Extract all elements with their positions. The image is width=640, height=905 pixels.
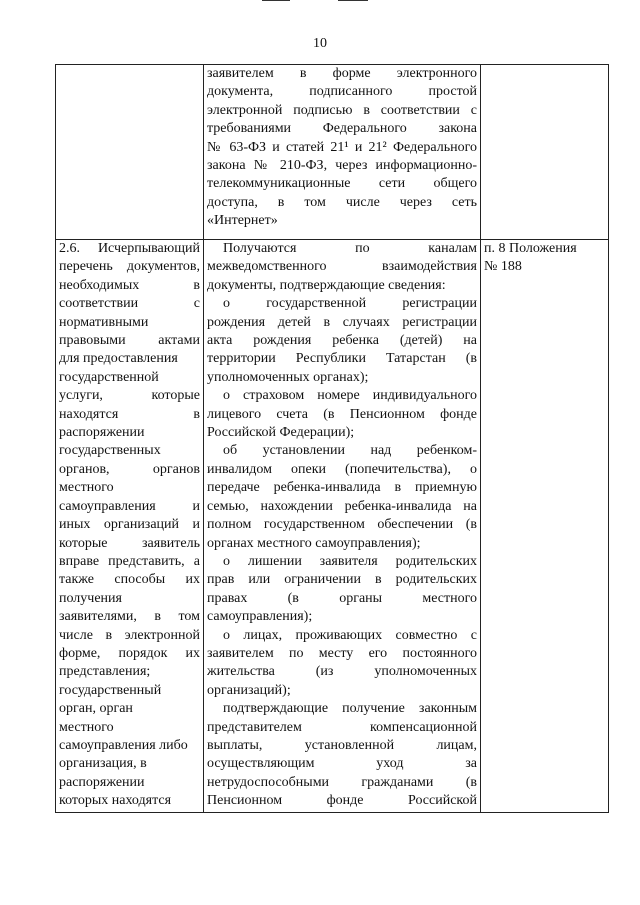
text-line: заявителем по месту его постоянного — [207, 645, 477, 661]
text-line: требованиями Федерального закона — [207, 121, 477, 137]
page-number: 10 — [313, 36, 327, 51]
text-line: Пенсионном фонде Российской — [207, 793, 477, 809]
text-line: необходимых в — [59, 277, 200, 293]
text-line: межведомственного взаимодействия — [207, 259, 477, 275]
cell-content — [204, 240, 481, 813]
text-line: территории Республики Татарстан (в — [207, 351, 477, 367]
text-line: которые заявитель — [59, 535, 200, 551]
cell-content — [204, 65, 481, 240]
text-line: о страховом номере индивидуального — [223, 388, 477, 404]
cell-service-standard — [56, 65, 204, 240]
text-line: семью, нахождении ребенка-инвалида на — [207, 498, 477, 514]
text-line: правах (в органы местного — [207, 590, 477, 606]
text-line: заявителем в форме электронного — [207, 66, 477, 81]
text-line: правовыми актами — [59, 333, 200, 349]
cell-legal-basis — [481, 65, 609, 240]
text-line: рождения детей в случаях регистрации — [207, 314, 477, 330]
text-line: п. 8 Положения — [484, 241, 577, 256]
text-line: органов, органов — [59, 461, 200, 477]
text-line: подтверждающие получение законным — [223, 701, 477, 717]
text-line: организаций); — [207, 682, 291, 698]
text-line: получения — [59, 590, 122, 606]
cell-service-standard — [56, 240, 204, 813]
document-table — [55, 64, 609, 813]
text-line: государственных — [59, 443, 161, 459]
text-line: документы, подтверждающие сведения: — [207, 277, 446, 293]
text-line: о государственной регистрации — [223, 296, 477, 312]
text-line: соответствии с — [59, 296, 200, 312]
text-line: также способы их — [59, 572, 200, 588]
text-line: № 63-ФЗ и статей 21¹ и 21² Федерального — [207, 139, 477, 155]
text-line: распоряжении — [59, 774, 145, 790]
text-line: инвалидом опеки (попечительства), о — [207, 461, 477, 477]
text-line: о лицах, проживающих совместно с — [223, 627, 477, 643]
cell-legal-basis — [481, 240, 609, 813]
text-line: закона № 210-ФЗ, через информационно- — [207, 158, 477, 174]
scan-mark-left — [262, 0, 290, 1]
text-line: вправе представить, а — [59, 553, 200, 569]
text-line: Российской Федерации); — [207, 425, 355, 441]
text-line: доступа, в том числе через сеть — [207, 194, 477, 210]
text-line: осуществляющим уход за — [207, 756, 477, 772]
text-line: телекоммуникационные сети общего — [207, 176, 477, 192]
text-line: об установлении над ребенком- — [223, 443, 477, 459]
text-line: 2.6. Исчерпывающий — [59, 241, 200, 256]
text-line: представления; — [59, 664, 151, 680]
text-line: прав или ограничении в родительских — [207, 572, 477, 588]
text-line: полном государственном обеспечении (в — [207, 517, 477, 533]
text-line: самоуправления либо — [59, 737, 188, 753]
text-line: местного — [59, 719, 114, 735]
text-line: для предоставления — [59, 351, 178, 367]
text-line: самоуправления); — [207, 609, 313, 625]
scan-mark-right — [338, 0, 368, 1]
text-line: перечень документов, — [59, 259, 200, 275]
text-line: акта рождения ребенка (детей) на — [207, 333, 477, 349]
text-line: представителем компенсационной — [207, 719, 477, 735]
text-line: распоряжении — [59, 425, 145, 441]
text-line: услуги, которые — [59, 388, 200, 404]
text-line: лицевого счета (в Пенсионном фонде — [207, 406, 477, 422]
text-line: иных организаций и — [59, 517, 200, 533]
table-row — [56, 240, 609, 813]
text-line: орган, орган — [59, 701, 133, 717]
text-line: выплаты, установленной лицам, — [207, 737, 477, 753]
text-line: местного — [59, 480, 114, 496]
text-line: находятся в — [59, 406, 200, 422]
text-line: электронной подписью в соответствии с — [207, 102, 477, 118]
text-line: передаче ребенка-инвалида в приемную — [207, 480, 477, 496]
text-line: документа, подписанного простой — [207, 84, 477, 100]
text-line: № 188 — [484, 259, 522, 275]
text-line: жительства (из уполномоченных — [207, 664, 477, 680]
text-line: которых находятся — [59, 793, 172, 809]
text-line: «Интернет» — [207, 213, 278, 229]
text-line: заявителями, в том — [59, 609, 200, 625]
text-line: форме, порядок их — [59, 645, 200, 661]
text-line: уполномоченных органах); — [207, 369, 369, 385]
text-line: государственный — [59, 682, 162, 698]
text-line: организация, в — [59, 756, 147, 772]
text-line: органах местного самоуправления); — [207, 535, 421, 551]
text-line: нетрудоспособными гражданами (в — [207, 774, 477, 790]
text-line: числе в электронной — [59, 627, 200, 643]
text-line: государственной — [59, 369, 159, 385]
text-line: о лишении заявителя родительских — [223, 553, 477, 569]
text-line: самоуправления и — [59, 498, 200, 514]
text-line: Получаются по каналам — [223, 241, 477, 256]
text-line: нормативными — [59, 314, 149, 330]
table-row — [56, 65, 609, 240]
